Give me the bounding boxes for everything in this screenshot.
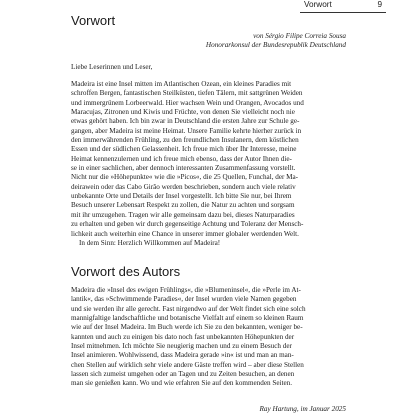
text-line: Besuch unserer Lebensart Respekt zu zollen, die Natur zu achten und sorgsam (71, 201, 295, 210)
text-line: lassen sich zumeist umgehen oder an Tagen und zu Zeiten besuchen, an denen (71, 370, 295, 379)
text-line: kannten und auch zu einigen bis dato noch fast unbekannten Höhepunkten der (71, 332, 295, 341)
author-foreword-body (71, 286, 345, 389)
section-heading-vorwort: Vorwort (71, 13, 116, 28)
text-line: Insel mitnehmen. Ich möchte Sie neugierig machen und zu einem Besuch der (71, 342, 292, 351)
text-line: Heimat kennenzulernen und ich freue mich ebenso, dass der Autor Ihnen die- (71, 154, 292, 163)
text-line: mannigfaltige landschaftliche und botanische Vielfalt auf einem so kleinen Raum (71, 314, 304, 323)
text-line: lichkeit auch weiterhin eine Chance in unserer immer globaler werdenden Welt. (71, 229, 299, 238)
text-line: Maracujas, Zitronen und Kiwis und Früchte, von denen Sie vielleicht noch nie (71, 108, 295, 117)
text-line: In dem Sinn: Herzlich Willkommen auf Madeira! (79, 238, 221, 247)
text-line: gangen, aber Madeira ist meine Heimat. Unsere Familie kehrte hierher zurück in (71, 126, 302, 135)
author-signature: Ray Hartung, im Januar 2025 (259, 405, 346, 413)
text-line: chen Stellen auf wirklich sehr viele andere Gäste treffen wird – aber diese Stellen (71, 360, 304, 369)
text-line: den immerwährenden Frühling, zu den freundlichen Insulanern, dem köstlichen (71, 136, 299, 145)
text-line: Nicht nur die »Höhepunkte« wie die »Picos«, die 25 Quellen, Funchal, der Ma- (71, 173, 299, 182)
running-header-title: Vorwort (304, 0, 332, 9)
text-line: und sie werden ihr alle gerecht. Fast nirgendwo auf der Welt findet sich eine solch (71, 304, 306, 313)
text-line: schroffen Bergen, fantastischen Steilküsten, tiefen Tälern, mit sattgrünen Weiden (71, 89, 303, 98)
text-line: lantik«, das »Schwimmende Paradies«, der Insel wurden viele Namen gegeben (71, 295, 297, 304)
text-line: zu erhalten und geben wir durch gegenseitige Achtung und Toleranz der Mensch- (71, 220, 304, 229)
foreword-body (71, 80, 345, 248)
text-line: man sie genießen kann. Wo und wie erfahren Sie auf den kommenden Seiten. (71, 379, 292, 388)
text-line: se in einer sachlichen, aber dennoch interessanten Zusammenfassung vorstellt. (71, 164, 296, 173)
text-line: mit ihr umzugehen. Tragen wir alle gemeinsam dazu bei, dieses Naturparadies (71, 210, 295, 219)
foreword-author-name: von Sérgio Filipe Correia Sousa (253, 32, 346, 40)
text-line: und immergrünem Lorbeerwald. Hier wachsen Wein und Orangen, Avocados und (71, 98, 304, 107)
text-line: wie auf der Insel Madeira. Im Buch werde ich Sie zu den bekannten, weniger be- (71, 323, 303, 332)
section-heading-vorwort-des-autors: Vorwort des Autors (71, 264, 181, 279)
text-line: Insel animieren. Wohlwissend, dass Madeira gerade »in« ist und man an man- (71, 351, 294, 360)
running-header (300, 0, 386, 13)
salutation-text: Liebe Leserinnen und Leser, (71, 63, 153, 71)
text-line: Essen und der südlichen Gelassenheit. Ich freue mich über Ihr Interesse, meine (71, 145, 297, 154)
salutation (71, 63, 345, 72)
foreword-author-block (206, 32, 346, 50)
text-line: deirawein oder das Cabo Girão werden beschrieben, sondern auch viele relativ (71, 182, 296, 191)
text-line: Madeira die »Insel des ewigen Frühlings«, die »Blumeninsel«, die »Perle im At- (71, 286, 301, 294)
page-number: 9 (377, 0, 382, 9)
text-line: unbekannte Orte und Details der Insel vorgestellt. Ich bitte Sie nur, bei Ihrem (71, 192, 292, 201)
foreword-author-role: Honorarkonsul der Bundesrepublik Deutschland (205, 41, 346, 50)
text-line: Madeira ist eine Insel mitten im Atlantischen Ozean, ein kleines Paradies mit (71, 80, 292, 88)
text-line: etwas gehört haben. Ich bin zwar in Deutschland die ersten Jahre zur Schule ge- (71, 117, 300, 126)
